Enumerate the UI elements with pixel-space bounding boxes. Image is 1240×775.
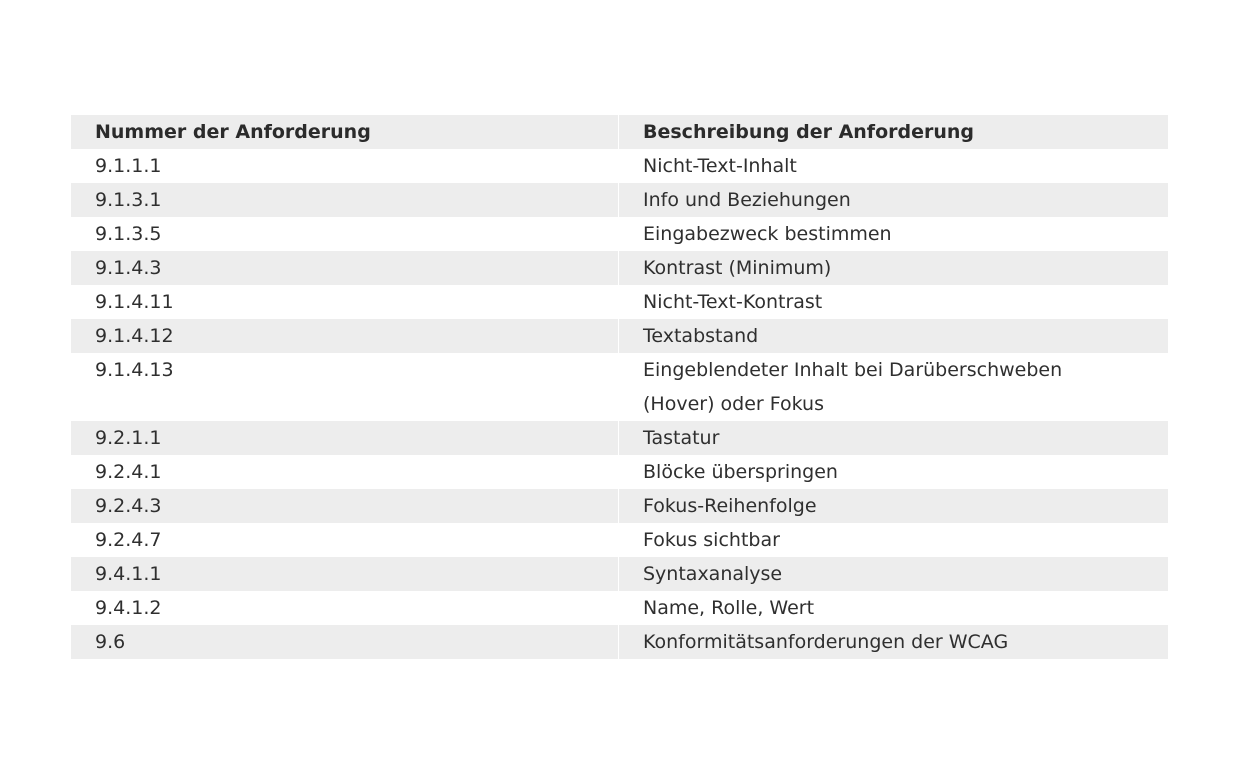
requirement-number: 9.2.1.1 — [71, 421, 618, 455]
requirement-number: 9.1.1.1 — [95, 155, 162, 177]
requirement-number: 9.1.3.1 — [71, 183, 618, 217]
requirement-description: Syntaxanalyse — [618, 557, 1168, 591]
requirement-description: Eingabezweck bestimmen — [618, 217, 1168, 251]
requirement-description: Blöcke überspringen — [618, 455, 1168, 489]
description-line: Eingeblendeter Inhalt bei Darüberschweben — [643, 359, 1063, 381]
table-row — [71, 319, 1168, 353]
requirement-number: 9.6 — [71, 625, 618, 659]
table-row — [71, 421, 1168, 455]
description-line: (Hover) oder Fokus — [643, 393, 824, 415]
table-row — [71, 285, 1168, 319]
requirement-description: Nicht-Text-Kontrast — [618, 285, 1168, 319]
table-row — [71, 149, 1168, 183]
requirement-number: 9.1.4.3 — [71, 251, 618, 285]
requirement-description: Textabstand — [618, 319, 1168, 353]
table-row — [71, 353, 1168, 421]
requirement-description: Konformitätsanforderungen der WCAG — [618, 625, 1168, 659]
requirement-number: 9.1.4.11 — [95, 291, 174, 313]
requirement-description: Tastatur — [618, 421, 1168, 455]
requirement-number: 9.2.4.3 — [71, 489, 618, 523]
table-row — [71, 251, 1168, 285]
requirement-number: 9.4.1.2 — [95, 597, 162, 619]
table-row — [71, 625, 1168, 659]
requirement-number: 9.1.3.5 — [95, 223, 162, 245]
table-row — [71, 591, 1168, 625]
table-row — [71, 523, 1168, 557]
requirement-number: 9.2.4.1 — [95, 461, 162, 483]
column-header-description: Beschreibung der Anforderung — [618, 115, 1168, 149]
requirement-number: 9.1.4.13 — [95, 359, 174, 381]
requirement-description: Fokus sichtbar — [618, 523, 1168, 557]
requirement-description — [618, 353, 1168, 421]
requirement-description: Kontrast (Minimum) — [618, 251, 1168, 285]
table-row — [71, 489, 1168, 523]
requirement-description: Info und Beziehungen — [618, 183, 1168, 217]
table-row — [71, 217, 1168, 251]
requirement-number: 9.4.1.1 — [71, 557, 618, 591]
table-row — [71, 455, 1168, 489]
column-header-number: Nummer der Anforderung — [71, 115, 618, 149]
table-header-row — [71, 115, 1168, 149]
requirement-number: 9.1.4.12 — [71, 319, 618, 353]
requirement-description: Name, Rolle, Wert — [618, 591, 1168, 625]
requirement-description: Nicht-Text-Inhalt — [618, 149, 1168, 183]
requirements-table — [71, 115, 1168, 659]
requirement-number: 9.2.4.7 — [95, 529, 162, 551]
requirement-description: Fokus-Reihenfolge — [618, 489, 1168, 523]
table-row — [71, 557, 1168, 591]
table-row — [71, 183, 1168, 217]
